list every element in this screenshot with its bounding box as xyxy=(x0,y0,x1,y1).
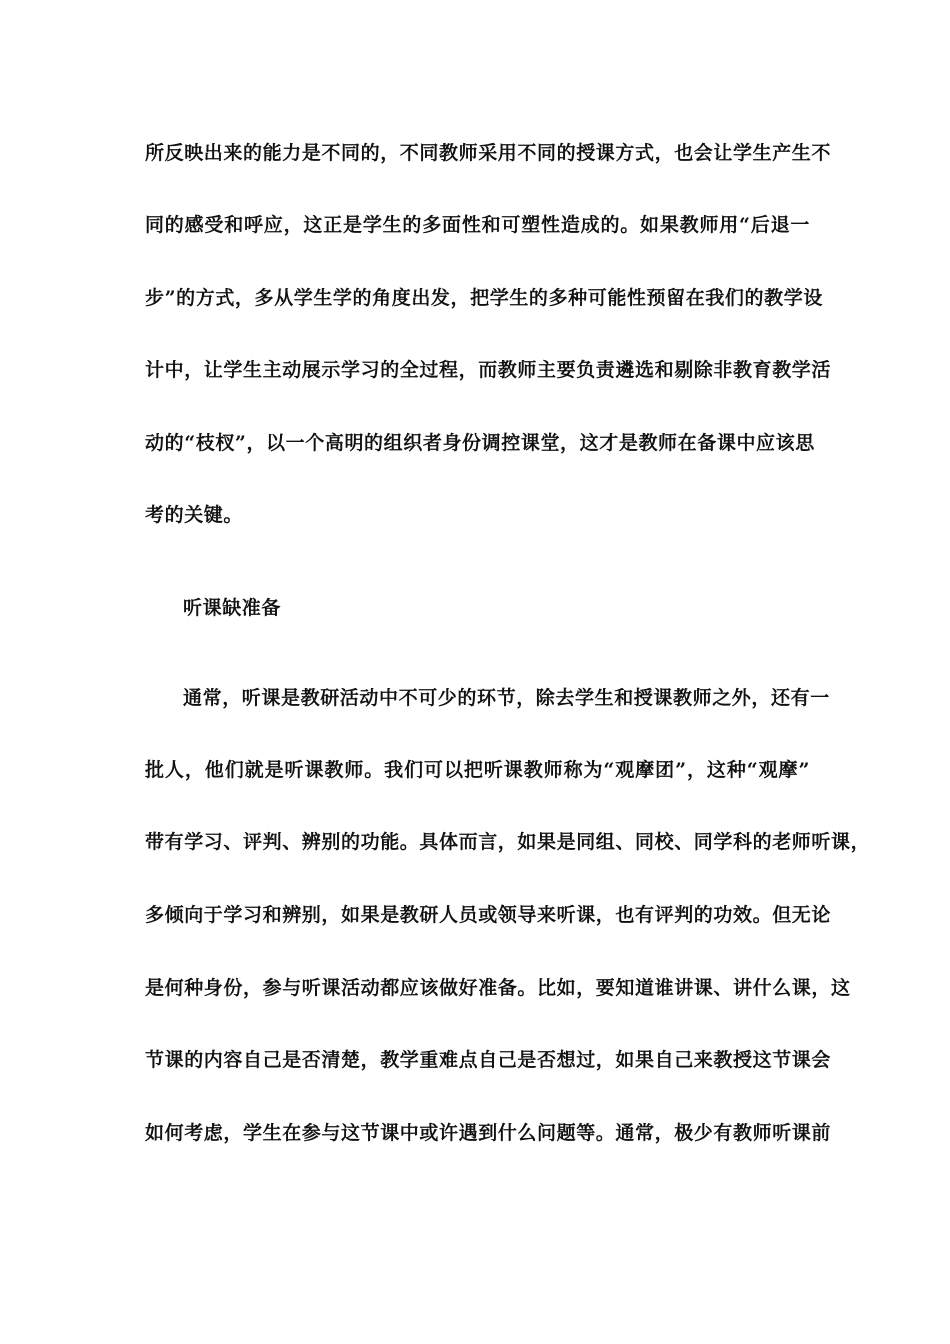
paragraph-line: 动的“枝杈”，以一个高明的组织者身份调控课堂，这才是教师在备课中应该思 xyxy=(145,432,815,454)
paragraph-line: 多倾向于学习和辨别，如果是教研人员或领导来听课，也有评判的功效。但无论 xyxy=(145,904,832,926)
paragraph-line: 是何种身份，参与听课活动都应该做好准备。比如，要知道谁讲课、讲什么课，这 xyxy=(145,977,851,999)
paragraph-line: 所反映出来的能力是不同的，不同教师采用不同的授课方式，也会让学生产生不 xyxy=(145,142,832,164)
section-heading: 听课缺准备 xyxy=(183,597,282,619)
paragraph-line: 同的感受和呼应，这正是学生的多面性和可塑性造成的。如果教师用“后退一 xyxy=(145,214,810,236)
paragraph-line: 通常，听课是教研活动中不可少的环节，除去学生和授课教师之外，还有一 xyxy=(183,687,830,709)
paragraph-line: 步”的方式，多从学生学的角度出发，把学生的多种可能性预留在我们的教学设 xyxy=(145,287,823,309)
paragraph-line: 批人，他们就是听课教师。我们可以把听课教师称为“观摩团”，这种“观摩” xyxy=(145,759,810,781)
paragraph-line: 节课的内容自己是否清楚，教学重难点自己是否想过，如果自己来教授这节课会 xyxy=(145,1049,832,1071)
paragraph-line: 计中，让学生主动展示学习的全过程，而教师主要负责遴选和剔除非教育教学活 xyxy=(145,359,832,381)
paragraph-line: 如何考虑，学生在参与这节课中或许遇到什么问题等。通常，极少有教师听课前 xyxy=(145,1122,832,1144)
paragraph-line: 考的关键。 xyxy=(145,504,244,526)
paragraph-line: 带有学习、评判、辨别的功能。具体而言，如果是同组、同校、同学科的老师听课， xyxy=(145,831,871,853)
